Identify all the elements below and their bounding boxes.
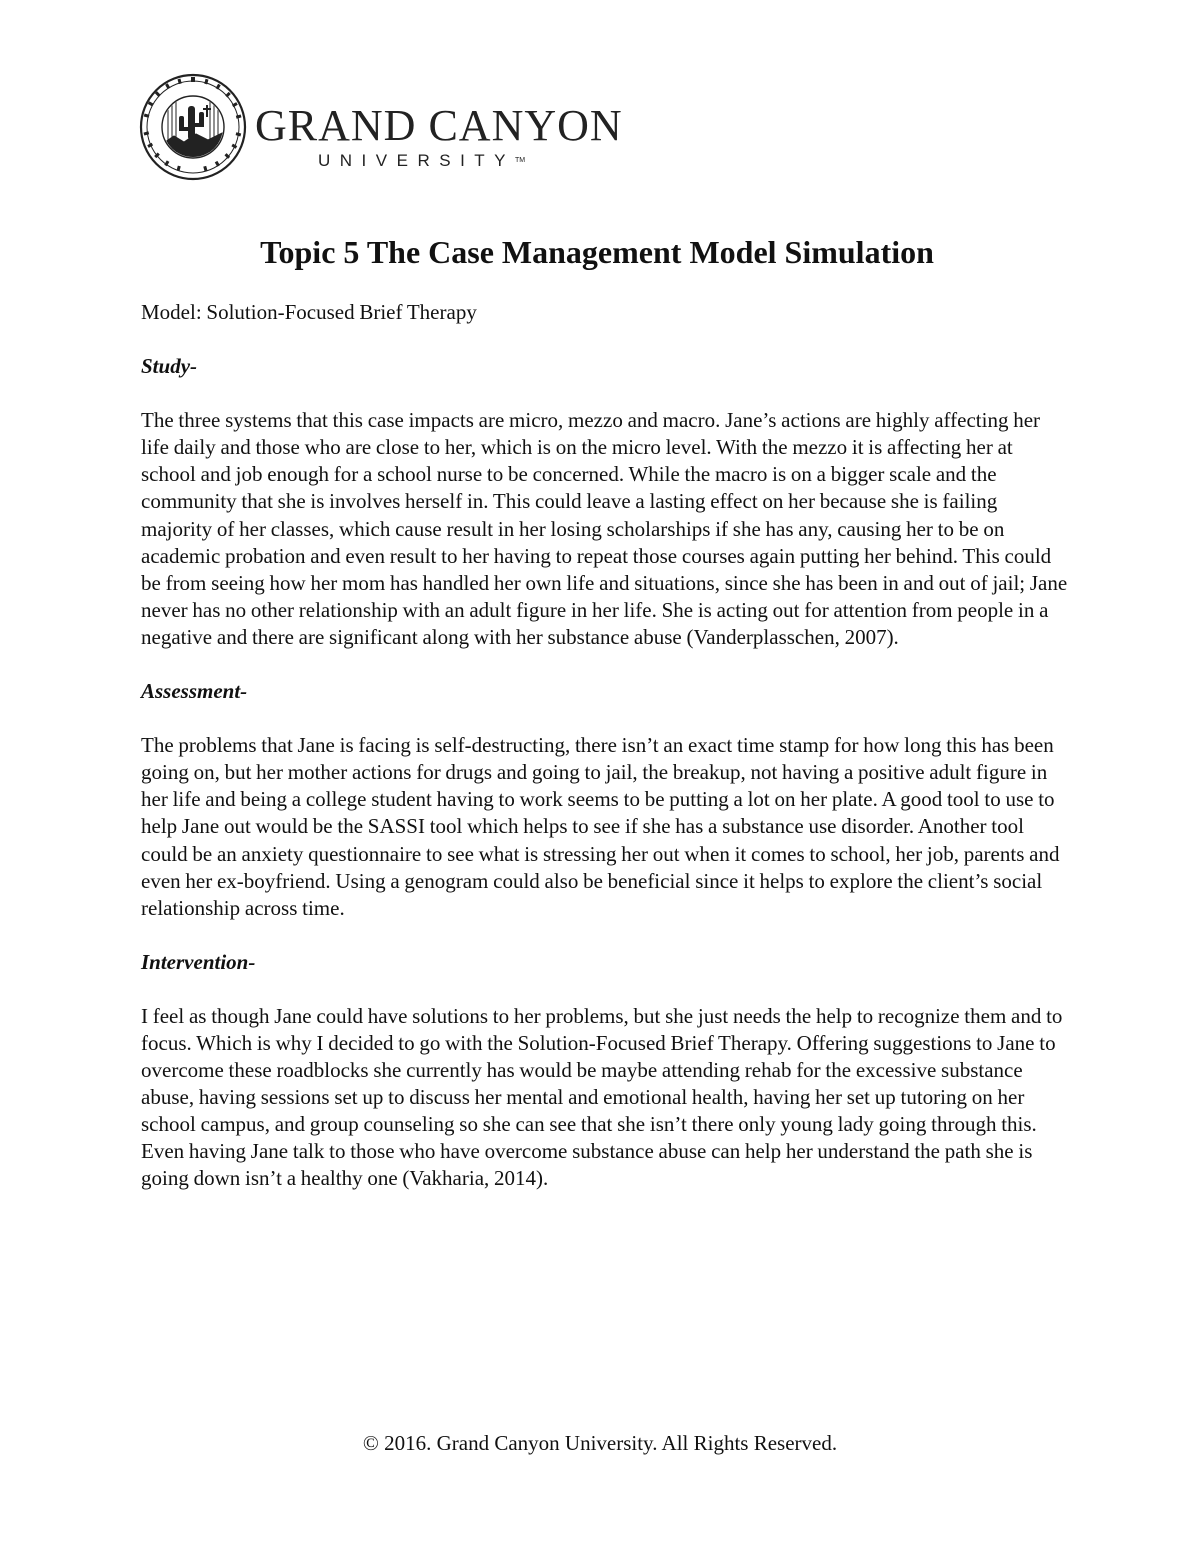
wordmark-line2: UNIVERSITY™ bbox=[318, 151, 526, 170]
wordmark-line1: GRAND CANYON bbox=[255, 101, 623, 150]
section-heading-assessment: Assessment- bbox=[141, 679, 248, 704]
university-logo bbox=[138, 72, 628, 182]
section-heading-intervention: Intervention- bbox=[141, 949, 256, 974]
section-body-intervention: I feel as though Jane could have solutions to her problems, but she just needs the help to recognize them and to focus. Which is why I decided to go with the Solution-Focused Brief Therapy. Offering suggestions to Jane to overcome these roadblocks she currently has would be maybe attending rehab for the excessive substance abuse, having sessions set up to discuss her mental and emotional health, having her set up tutoring on her school campus, and group counseling so she can see that she isn’t there only young lady going through this. Even having Jane talk to those who have overcome substance abuse can help her understand the path she is going down isn’t a healthy one (Vakharia, 2014). bbox=[141, 1003, 1063, 1191]
section-body-assessment: The problems that Jane is facing is self-destructing, there isn’t an exact time stamp for how long this has been going on, but her mother actions for drugs and going to jail, the breakup, not having a positive adult figure in her life and being a college student having to work seems to be putting a lot on her plate. A good tool to use to help Jane out would be the SASSI tool which helps to see if she has a substance use disorder. Another tool could be an anxiety questionnaire to see what is stressing her out when it comes to school, her job, parents and even her ex-boyfriend. Using a genogram could also be beneficial since it helps to explore the client’s social relationship across time. bbox=[141, 733, 1060, 920]
document-body bbox=[141, 299, 1071, 1220]
trademark-mark: TM bbox=[515, 157, 526, 164]
section-body-study: The three systems that this case impacts are micro, mezzo and macro. Jane’s actions are highly affecting her life daily and those who are close to her, which is on the micro level. With the mezzo it is affecting her at school and job enough for a school nurse to be concerned. While the macro is on a bigger scale and the community that she is involves herself in. This could leave a lasting effect on her because she is failing majority of her classes, which cause result in her losing scholarships if she has any, causing her to be on academic probation and even result to her having to repeat those courses again putting her behind. This could be from seeing how her mom has handled her own life and situations, since she has been in and out of jail; Jane never has no other relationship with an adult figure in her life. She is acting out for attention from people in a negative and there are significant along with her substance abuse (Vanderplasschen, 2007). bbox=[141, 408, 1068, 649]
document-title: Topic 5 The Case Management Model Simulation bbox=[260, 234, 934, 270]
university-seal-icon bbox=[138, 72, 248, 182]
section-heading-study: Study- bbox=[141, 354, 198, 379]
model-line: Model: Solution-Focused Brief Therapy bbox=[141, 300, 477, 324]
university-wordmark bbox=[255, 101, 635, 170]
copyright-footer: © 2016. Grand Canyon University. All Rights Reserved. bbox=[362, 1431, 838, 1455]
